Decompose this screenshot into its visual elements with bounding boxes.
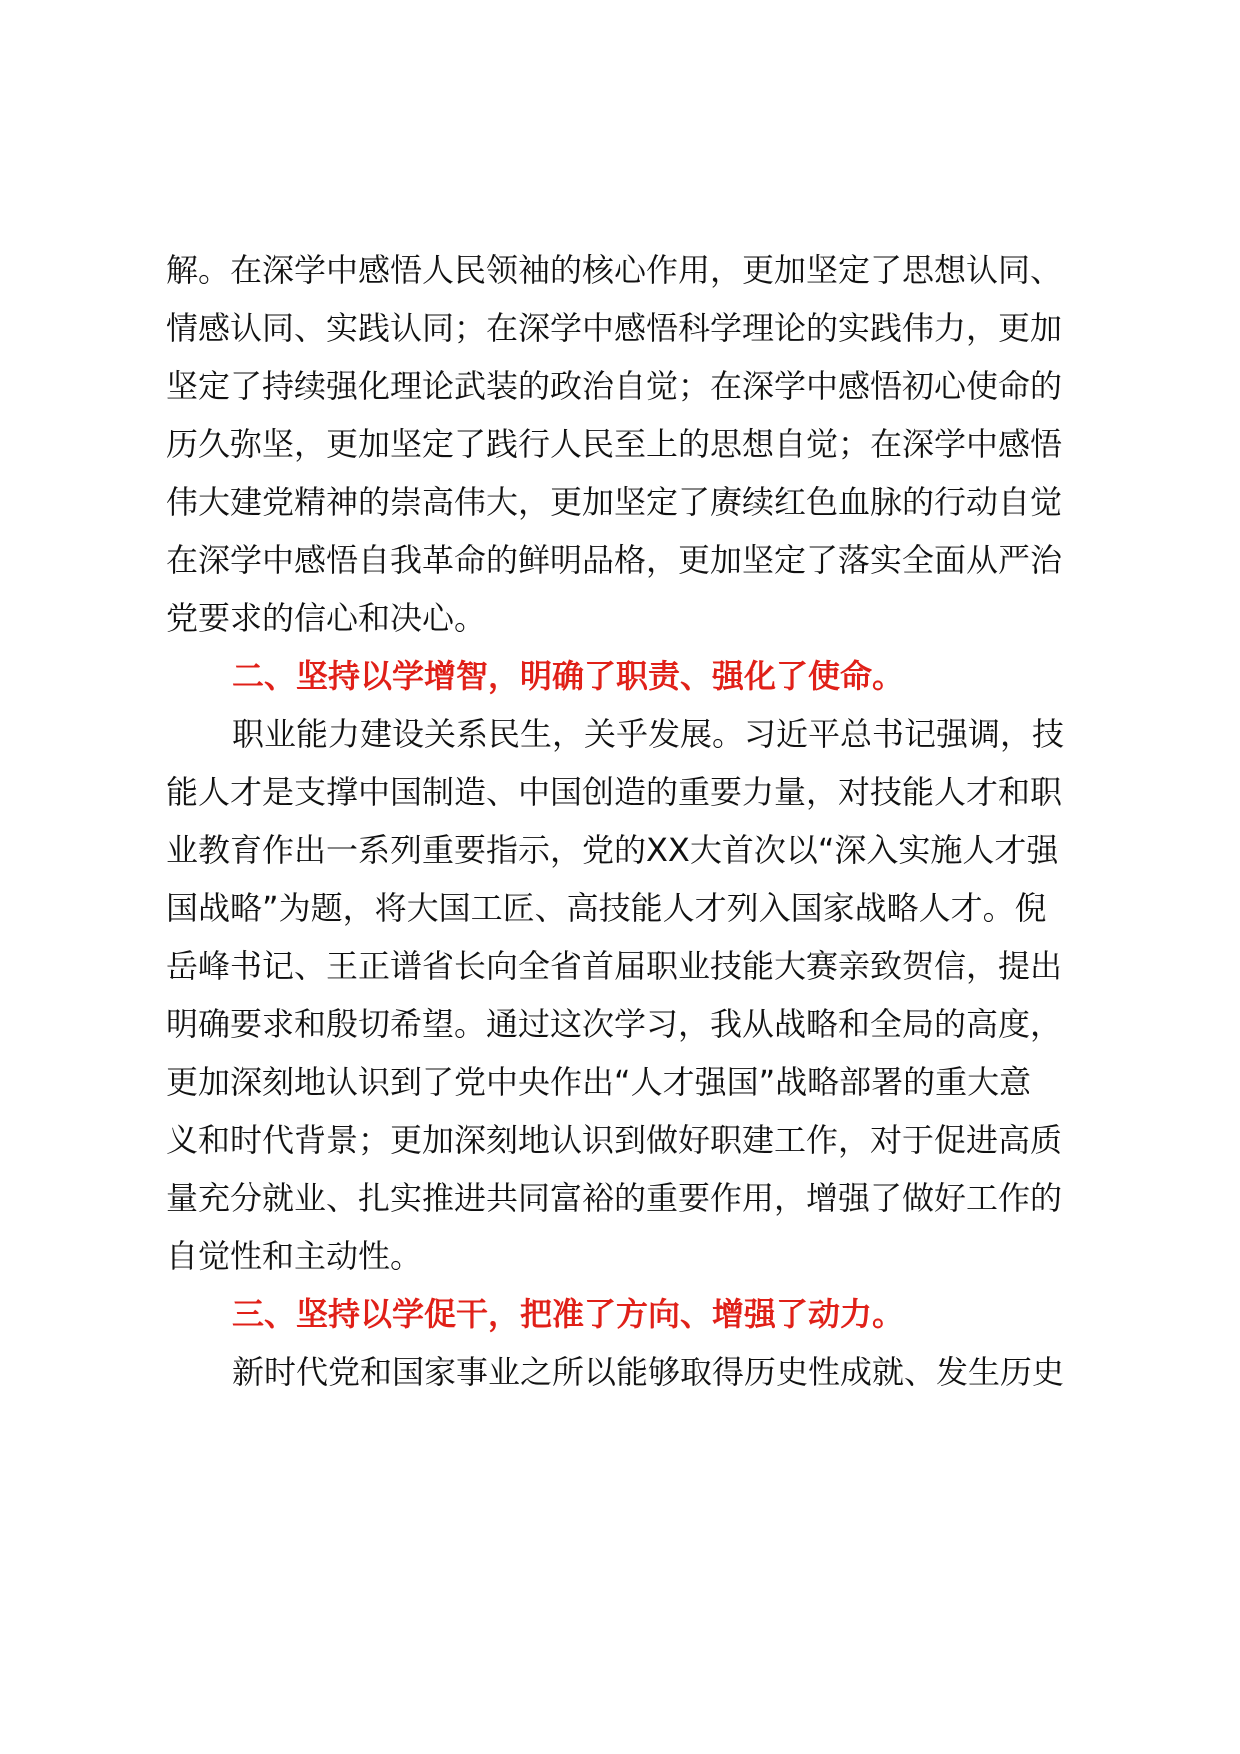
body-line: 自觉性和主动性。: [166, 1237, 423, 1275]
section-heading-2: 二、坚持以学增智，明确了职责、强化了使命。: [232, 657, 905, 695]
body-line: 量充分就业、扎实推进共同富裕的重要作用，增强了做好工作的: [166, 1179, 1063, 1217]
body-line: 党要求的信心和决心。: [166, 599, 487, 637]
paragraph-start: 职业能力建设关系民生，关乎发展。习近平总书记强调，技: [232, 715, 1065, 753]
paragraph-start: 新时代党和国家事业之所以能够取得历史性成就、发生历史: [232, 1353, 1065, 1391]
body-line: 伟大建党精神的崇高伟大，更加坚定了赓续红色血脉的行动自觉: [166, 483, 1063, 521]
body-line: 更加深刻地认识到了党中央作出“人才强国”战略部署的重大意: [166, 1063, 1032, 1101]
body-line: 义和时代背景；更加深刻地认识到做好职建工作，对于促进高质: [166, 1121, 1063, 1159]
section-heading-3: 三、坚持以学促干，把准了方向、增强了动力。: [232, 1295, 905, 1333]
body-line: 明确要求和殷切希望。通过这次学习，我从战略和全局的高度，: [166, 1005, 1063, 1043]
body-line: 业教育作出一系列重要指示，党的XX大首次以“深入实施人才强: [166, 831, 1059, 869]
body-line: 能人才是支撑中国制造、中国创造的重要力量，对技能人才和职: [166, 773, 1063, 811]
body-line: 坚定了持续强化理论武装的政治自觉；在深学中感悟初心使命的: [166, 367, 1063, 405]
body-line: 在深学中感悟自我革命的鲜明品格，更加坚定了落实全面从严治: [166, 541, 1063, 579]
body-line: 解。在深学中感悟人民领袖的核心作用，更加坚定了思想认同、: [166, 251, 1063, 289]
body-line: 国战略”为题，将大国工匠、高技能人才列入国家战略人才。倪: [166, 889, 1047, 927]
body-line: 岳峰书记、王正谱省长向全省首届职业技能大赛亲致贺信，提出: [166, 947, 1063, 985]
body-line: 历久弥坚，更加坚定了践行人民至上的思想自觉；在深学中感悟: [166, 425, 1063, 463]
body-line: 情感认同、实践认同；在深学中感悟科学理论的实践伟力，更加: [166, 309, 1063, 347]
